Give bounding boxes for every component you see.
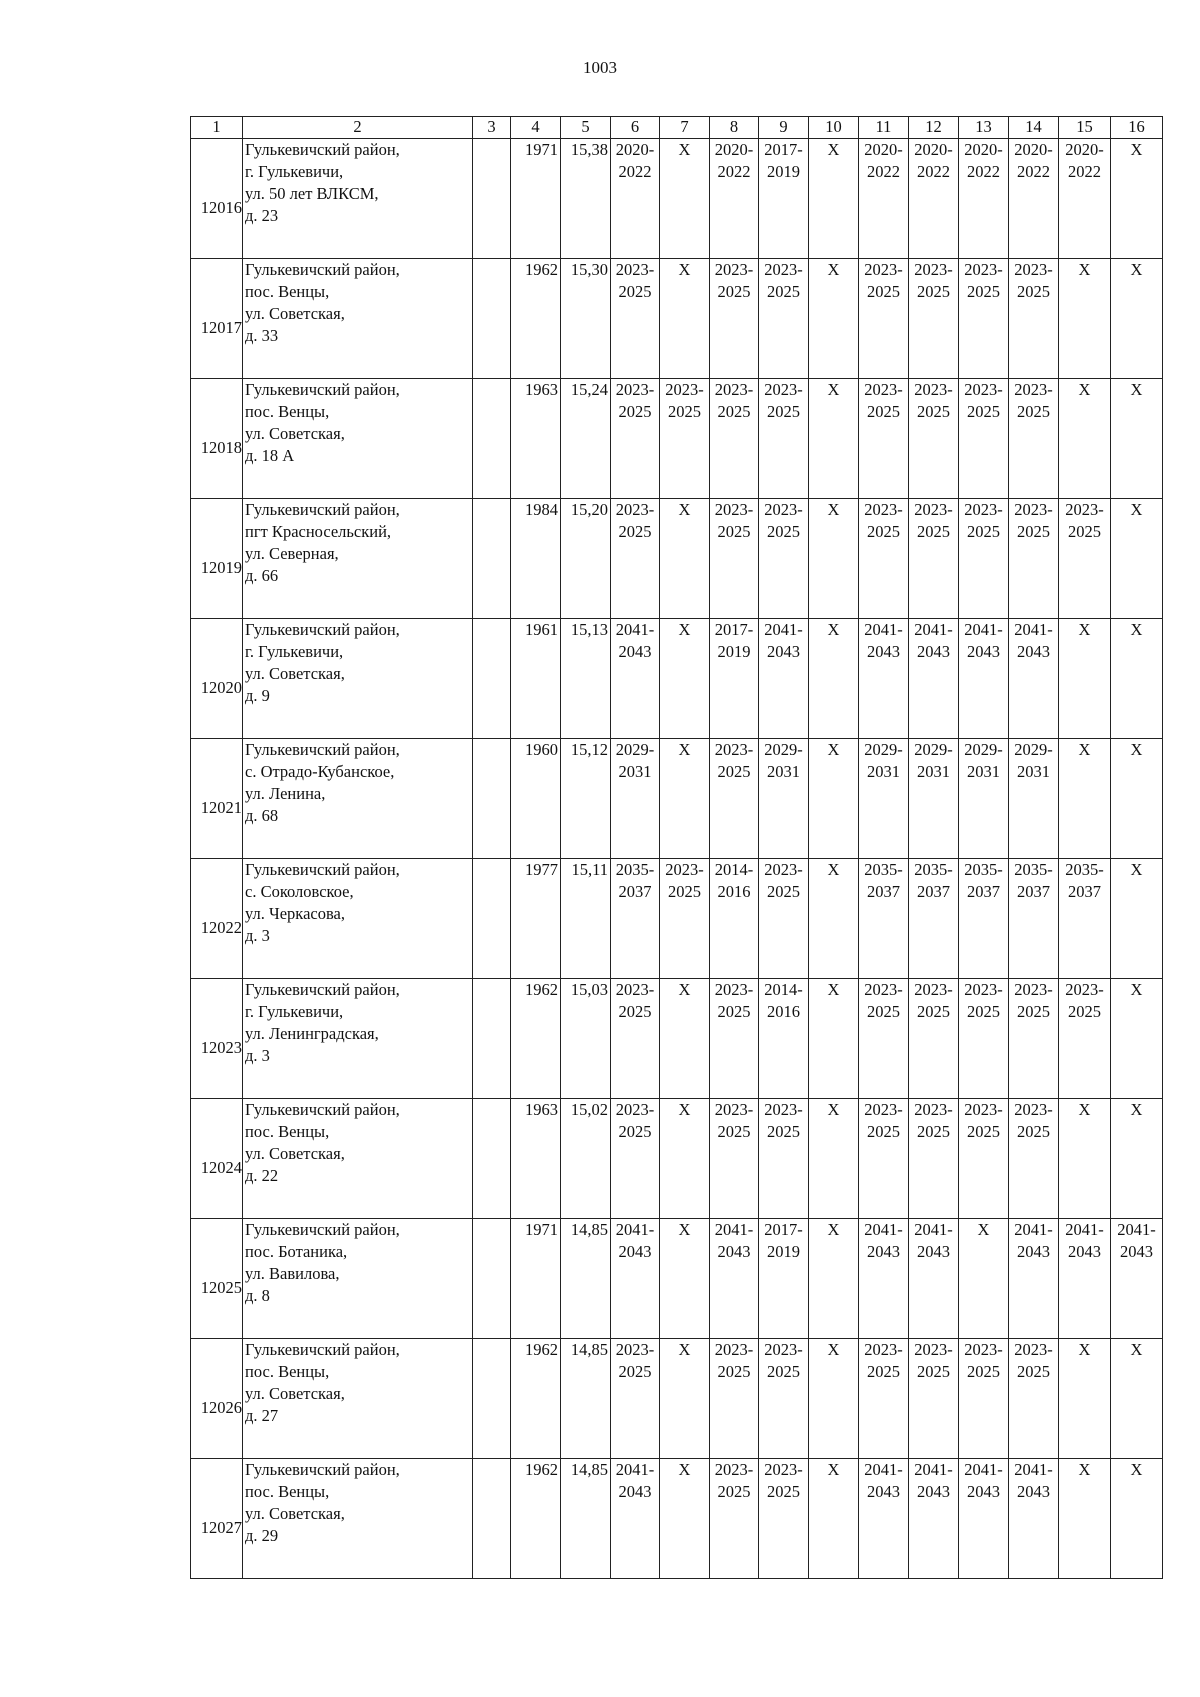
cell-col-3 [473, 1219, 511, 1339]
cell-col-10: X [809, 739, 859, 859]
address-cell [243, 1339, 473, 1459]
address-cell [243, 739, 473, 859]
address-line: ул. Северная, [245, 544, 339, 563]
cell-col-3 [473, 1459, 511, 1579]
address-line: Гулькевичский район, [245, 1460, 400, 1479]
cell-col-8: 2023- 2025 [710, 379, 759, 499]
cell-col-15: X [1059, 1339, 1111, 1459]
cell-col-10: X [809, 1219, 859, 1339]
cell-col-9: 2023- 2025 [759, 1459, 809, 1579]
cell-col-12: 2023- 2025 [909, 979, 959, 1099]
cell-col-10: X [809, 139, 859, 259]
table-row [191, 379, 1163, 499]
cell-col-8: 2014- 2016 [710, 859, 759, 979]
cell-col-12: 2035- 2037 [909, 859, 959, 979]
cell-col-15: 2023- 2025 [1059, 499, 1111, 619]
cell-col-16: X [1111, 1339, 1163, 1459]
address-cell [243, 1459, 473, 1579]
cell-col-11: 2023- 2025 [859, 1099, 909, 1219]
address-line: пос. Венцы, [245, 1482, 330, 1501]
cell-col-4: 1977 [511, 859, 561, 979]
cell-col-10: X [809, 1099, 859, 1219]
cell-col-14: 2023- 2025 [1009, 1339, 1059, 1459]
table-row [191, 979, 1163, 1099]
cell-col-14: 2029- 2031 [1009, 739, 1059, 859]
cell-col-15: X [1059, 1459, 1111, 1579]
address-line: пос. Венцы, [245, 1122, 330, 1141]
cell-col-12: 2023- 2025 [909, 379, 959, 499]
table-row [191, 139, 1163, 259]
cell-col-4: 1962 [511, 979, 561, 1099]
cell-col-4: 1961 [511, 619, 561, 739]
cell-col-5: 15,24 [561, 379, 611, 499]
cell-col-6: 2020- 2022 [611, 139, 660, 259]
cell-col-4: 1971 [511, 139, 561, 259]
address-line: д. 29 [245, 1526, 279, 1545]
address-line: Гулькевичский район, [245, 140, 400, 159]
address-cell [243, 499, 473, 619]
address-line: Гулькевичский район, [245, 380, 400, 399]
cell-col-16: 2041- 2043 [1111, 1219, 1163, 1339]
cell-col-16: X [1111, 499, 1163, 619]
table-body [191, 139, 1163, 1579]
cell-col-13: X [959, 1219, 1009, 1339]
header-cell-5: 5 [561, 117, 611, 139]
header-cell-12: 12 [909, 117, 959, 139]
cell-col-11: 2023- 2025 [859, 979, 909, 1099]
row-number: 12021 [191, 739, 243, 859]
cell-col-16: X [1111, 619, 1163, 739]
cell-col-10: X [809, 619, 859, 739]
cell-col-3 [473, 619, 511, 739]
cell-col-3 [473, 859, 511, 979]
cell-col-13: 2020- 2022 [959, 139, 1009, 259]
cell-col-4: 1963 [511, 379, 561, 499]
cell-col-15: 2035- 2037 [1059, 859, 1111, 979]
address-line: ул. Советская, [245, 304, 345, 323]
address-line: с. Соколовское, [245, 882, 354, 901]
row-number: 12026 [191, 1339, 243, 1459]
cell-col-7: X [660, 499, 710, 619]
address-line: ул. Черкасова, [245, 904, 345, 923]
header-cell-8: 8 [710, 117, 759, 139]
table-row [191, 1219, 1163, 1339]
cell-col-15: X [1059, 739, 1111, 859]
address-line: ул. Советская, [245, 664, 345, 683]
address-line: ул. Вавилова, [245, 1264, 340, 1283]
cell-col-5: 15,13 [561, 619, 611, 739]
address-line: д. 33 [245, 326, 279, 345]
cell-col-11: 2041- 2043 [859, 1219, 909, 1339]
cell-col-5: 15,03 [561, 979, 611, 1099]
cell-col-11: 2041- 2043 [859, 1459, 909, 1579]
cell-col-9: 2023- 2025 [759, 1099, 809, 1219]
cell-col-9: 2029- 2031 [759, 739, 809, 859]
cell-col-3 [473, 499, 511, 619]
address-line: Гулькевичский район, [245, 500, 400, 519]
cell-col-4: 1962 [511, 1459, 561, 1579]
cell-col-9: 2017- 2019 [759, 139, 809, 259]
address-line: д. 18 А [245, 446, 295, 465]
cell-col-4: 1984 [511, 499, 561, 619]
cell-col-9: 2023- 2025 [759, 379, 809, 499]
cell-col-8: 2017- 2019 [710, 619, 759, 739]
address-line: с. Отрадо-Кубанское, [245, 762, 395, 781]
address-line: г. Гулькевичи, [245, 642, 344, 661]
cell-col-3 [473, 139, 511, 259]
cell-col-7: X [660, 1339, 710, 1459]
page-number: 1003 [583, 58, 617, 77]
header-cell-11: 11 [859, 117, 909, 139]
header-cell-4: 4 [511, 117, 561, 139]
cell-col-3 [473, 739, 511, 859]
row-number: 12017 [191, 259, 243, 379]
cell-col-10: X [809, 979, 859, 1099]
cell-col-13: 2029- 2031 [959, 739, 1009, 859]
cell-col-11: 2041- 2043 [859, 619, 909, 739]
cell-col-5: 14,85 [561, 1459, 611, 1579]
cell-col-5: 14,85 [561, 1219, 611, 1339]
address-line: д. 3 [245, 1046, 270, 1065]
cell-col-8: 2023- 2025 [710, 979, 759, 1099]
cell-col-13: 2041- 2043 [959, 619, 1009, 739]
row-number: 12022 [191, 859, 243, 979]
header-cell-10: 10 [809, 117, 859, 139]
cell-col-13: 2023- 2025 [959, 1099, 1009, 1219]
cell-col-11: 2029- 2031 [859, 739, 909, 859]
cell-col-16: X [1111, 1099, 1163, 1219]
cell-col-3 [473, 259, 511, 379]
cell-col-3 [473, 379, 511, 499]
address-cell [243, 619, 473, 739]
cell-col-15: X [1059, 1099, 1111, 1219]
address-line: ул. Советская, [245, 1504, 345, 1523]
cell-col-15: X [1059, 259, 1111, 379]
cell-col-6: 2041- 2043 [611, 1459, 660, 1579]
address-line: д. 23 [245, 206, 279, 225]
cell-col-5: 14,85 [561, 1339, 611, 1459]
cell-col-12: 2023- 2025 [909, 1339, 959, 1459]
address-line: д. 27 [245, 1406, 279, 1425]
header-cell-6: 6 [611, 117, 660, 139]
cell-col-6: 2023- 2025 [611, 259, 660, 379]
row-number: 12020 [191, 619, 243, 739]
address-line: ул. 50 лет ВЛКСМ, [245, 184, 379, 203]
cell-col-12: 2041- 2043 [909, 619, 959, 739]
cell-col-7: X [660, 1099, 710, 1219]
cell-col-14: 2023- 2025 [1009, 499, 1059, 619]
cell-col-6: 2023- 2025 [611, 979, 660, 1099]
address-line: ул. Ленинградская, [245, 1024, 379, 1043]
address-cell [243, 859, 473, 979]
address-line: д. 22 [245, 1166, 279, 1185]
cell-col-16: X [1111, 379, 1163, 499]
header-cell-9: 9 [759, 117, 809, 139]
header-cell-7: 7 [660, 117, 710, 139]
address-line: ул. Ленина, [245, 784, 326, 803]
header-cell-13: 13 [959, 117, 1009, 139]
row-number: 12025 [191, 1219, 243, 1339]
cell-col-16: X [1111, 859, 1163, 979]
address-line: Гулькевичский район, [245, 260, 400, 279]
cell-col-10: X [809, 1459, 859, 1579]
row-number: 12019 [191, 499, 243, 619]
header-cell-15: 15 [1059, 117, 1111, 139]
cell-col-11: 2023- 2025 [859, 379, 909, 499]
row-number: 12024 [191, 1099, 243, 1219]
row-number: 12018 [191, 379, 243, 499]
address-cell [243, 1099, 473, 1219]
cell-col-7: 2023- 2025 [660, 859, 710, 979]
cell-col-5: 15,30 [561, 259, 611, 379]
cell-col-10: X [809, 859, 859, 979]
address-line: пгт Красносельский, [245, 522, 392, 541]
cell-col-15: X [1059, 619, 1111, 739]
cell-col-14: 2041- 2043 [1009, 1219, 1059, 1339]
table-row [191, 259, 1163, 379]
address-cell [243, 1219, 473, 1339]
cell-col-4: 1962 [511, 1339, 561, 1459]
cell-col-6: 2035- 2037 [611, 859, 660, 979]
cell-col-15: X [1059, 379, 1111, 499]
table-row [191, 859, 1163, 979]
address-cell [243, 139, 473, 259]
cell-col-11: 2023- 2025 [859, 1339, 909, 1459]
cell-col-6: 2041- 2043 [611, 1219, 660, 1339]
cell-col-6: 2023- 2025 [611, 499, 660, 619]
table-row [191, 739, 1163, 859]
row-number: 12027 [191, 1459, 243, 1579]
address-line: Гулькевичский район, [245, 980, 400, 999]
header-cell-1: 1 [191, 117, 243, 139]
cell-col-4: 1962 [511, 259, 561, 379]
header-cell-14: 14 [1009, 117, 1059, 139]
cell-col-6: 2023- 2025 [611, 1099, 660, 1219]
cell-col-5: 15,12 [561, 739, 611, 859]
address-line: Гулькевичский район, [245, 1340, 400, 1359]
cell-col-7: X [660, 259, 710, 379]
address-line: д. 8 [245, 1286, 270, 1305]
cell-col-7: X [660, 139, 710, 259]
cell-col-9: 2041- 2043 [759, 619, 809, 739]
cell-col-11: 2035- 2037 [859, 859, 909, 979]
address-line: ул. Советская, [245, 1144, 345, 1163]
cell-col-14: 2035- 2037 [1009, 859, 1059, 979]
cell-col-8: 2023- 2025 [710, 1459, 759, 1579]
cell-col-11: 2020- 2022 [859, 139, 909, 259]
table-wrapper [190, 116, 1163, 1579]
header-cell-3: 3 [473, 117, 511, 139]
cell-col-9: 2023- 2025 [759, 859, 809, 979]
address-line: д. 9 [245, 686, 270, 705]
address-line: д. 66 [245, 566, 279, 585]
cell-col-10: X [809, 499, 859, 619]
cell-col-12: 2023- 2025 [909, 1099, 959, 1219]
row-number: 12023 [191, 979, 243, 1099]
table-row [191, 499, 1163, 619]
cell-col-13: 2023- 2025 [959, 379, 1009, 499]
cell-col-14: 2020- 2022 [1009, 139, 1059, 259]
cell-col-10: X [809, 379, 859, 499]
address-line: г. Гулькевичи, [245, 1002, 344, 1021]
cell-col-9: 2023- 2025 [759, 499, 809, 619]
cell-col-8: 2023- 2025 [710, 1339, 759, 1459]
cell-col-16: X [1111, 739, 1163, 859]
cell-col-15: 2041- 2043 [1059, 1219, 1111, 1339]
cell-col-7: X [660, 1219, 710, 1339]
cell-col-8: 2023- 2025 [710, 499, 759, 619]
address-line: Гулькевичский район, [245, 740, 400, 759]
cell-col-8: 2020- 2022 [710, 139, 759, 259]
table-row [191, 1099, 1163, 1219]
cell-col-7: X [660, 1459, 710, 1579]
cell-col-5: 15,20 [561, 499, 611, 619]
cell-col-10: X [809, 1339, 859, 1459]
cell-col-15: 2023- 2025 [1059, 979, 1111, 1099]
cell-col-7: X [660, 619, 710, 739]
address-cell [243, 979, 473, 1099]
cell-col-14: 2041- 2043 [1009, 1459, 1059, 1579]
cell-col-13: 2023- 2025 [959, 1339, 1009, 1459]
table-row [191, 1459, 1163, 1579]
cell-col-6: 2041- 2043 [611, 619, 660, 739]
address-line: пос. Венцы, [245, 402, 330, 421]
cell-col-15: 2020- 2022 [1059, 139, 1111, 259]
address-cell [243, 379, 473, 499]
cell-col-4: 1971 [511, 1219, 561, 1339]
cell-col-14: 2023- 2025 [1009, 259, 1059, 379]
table-row [191, 1339, 1163, 1459]
cell-col-13: 2023- 2025 [959, 259, 1009, 379]
table-row [191, 619, 1163, 739]
cell-col-5: 15,02 [561, 1099, 611, 1219]
cell-col-3 [473, 1099, 511, 1219]
cell-col-3 [473, 1339, 511, 1459]
cell-col-8: 2023- 2025 [710, 1099, 759, 1219]
cell-col-5: 15,11 [561, 859, 611, 979]
cell-col-5: 15,38 [561, 139, 611, 259]
address-line: Гулькевичский район, [245, 860, 400, 879]
cell-col-7: X [660, 979, 710, 1099]
cell-col-14: 2023- 2025 [1009, 1099, 1059, 1219]
housing-table [190, 116, 1163, 1579]
cell-col-9: 2023- 2025 [759, 1339, 809, 1459]
cell-col-13: 2023- 2025 [959, 499, 1009, 619]
cell-col-9: 2023- 2025 [759, 259, 809, 379]
cell-col-8: 2041- 2043 [710, 1219, 759, 1339]
header-cell-2: 2 [243, 117, 473, 139]
cell-col-13: 2023- 2025 [959, 979, 1009, 1099]
address-line: Гулькевичский район, [245, 1220, 400, 1239]
cell-col-13: 2035- 2037 [959, 859, 1009, 979]
cell-col-13: 2041- 2043 [959, 1459, 1009, 1579]
cell-col-4: 1963 [511, 1099, 561, 1219]
cell-col-6: 2023- 2025 [611, 379, 660, 499]
cell-col-12: 2023- 2025 [909, 259, 959, 379]
address-line: ул. Советская, [245, 424, 345, 443]
cell-col-16: X [1111, 139, 1163, 259]
cell-col-12: 2041- 2043 [909, 1219, 959, 1339]
cell-col-14: 2023- 2025 [1009, 379, 1059, 499]
address-line: пос. Венцы, [245, 1362, 330, 1381]
address-line: д. 3 [245, 926, 270, 945]
cell-col-11: 2023- 2025 [859, 259, 909, 379]
cell-col-12: 2041- 2043 [909, 1459, 959, 1579]
address-line: д. 68 [245, 806, 279, 825]
address-line: пос. Венцы, [245, 282, 330, 301]
cell-col-8: 2023- 2025 [710, 259, 759, 379]
cell-col-4: 1960 [511, 739, 561, 859]
cell-col-16: X [1111, 979, 1163, 1099]
header-cell-16: 16 [1111, 117, 1163, 139]
cell-col-12: 2023- 2025 [909, 499, 959, 619]
address-line: пос. Ботаника, [245, 1242, 348, 1261]
cell-col-7: X [660, 739, 710, 859]
cell-col-9: 2017- 2019 [759, 1219, 809, 1339]
cell-col-14: 2041- 2043 [1009, 619, 1059, 739]
cell-col-16: X [1111, 259, 1163, 379]
cell-col-14: 2023- 2025 [1009, 979, 1059, 1099]
cell-col-10: X [809, 259, 859, 379]
address-line: г. Гулькевичи, [245, 162, 344, 181]
cell-col-16: X [1111, 1459, 1163, 1579]
cell-col-6: 2023- 2025 [611, 1339, 660, 1459]
address-cell [243, 259, 473, 379]
cell-col-6: 2029- 2031 [611, 739, 660, 859]
cell-col-11: 2023- 2025 [859, 499, 909, 619]
cell-col-8: 2023- 2025 [710, 739, 759, 859]
address-line: Гулькевичский район, [245, 620, 400, 639]
address-line: ул. Советская, [245, 1384, 345, 1403]
cell-col-12: 2029- 2031 [909, 739, 959, 859]
cell-col-3 [473, 979, 511, 1099]
row-number: 12016 [191, 139, 243, 259]
header-row [191, 117, 1163, 139]
cell-col-12: 2020- 2022 [909, 139, 959, 259]
cell-col-7: 2023- 2025 [660, 379, 710, 499]
cell-col-9: 2014- 2016 [759, 979, 809, 1099]
address-line: Гулькевичский район, [245, 1100, 400, 1119]
